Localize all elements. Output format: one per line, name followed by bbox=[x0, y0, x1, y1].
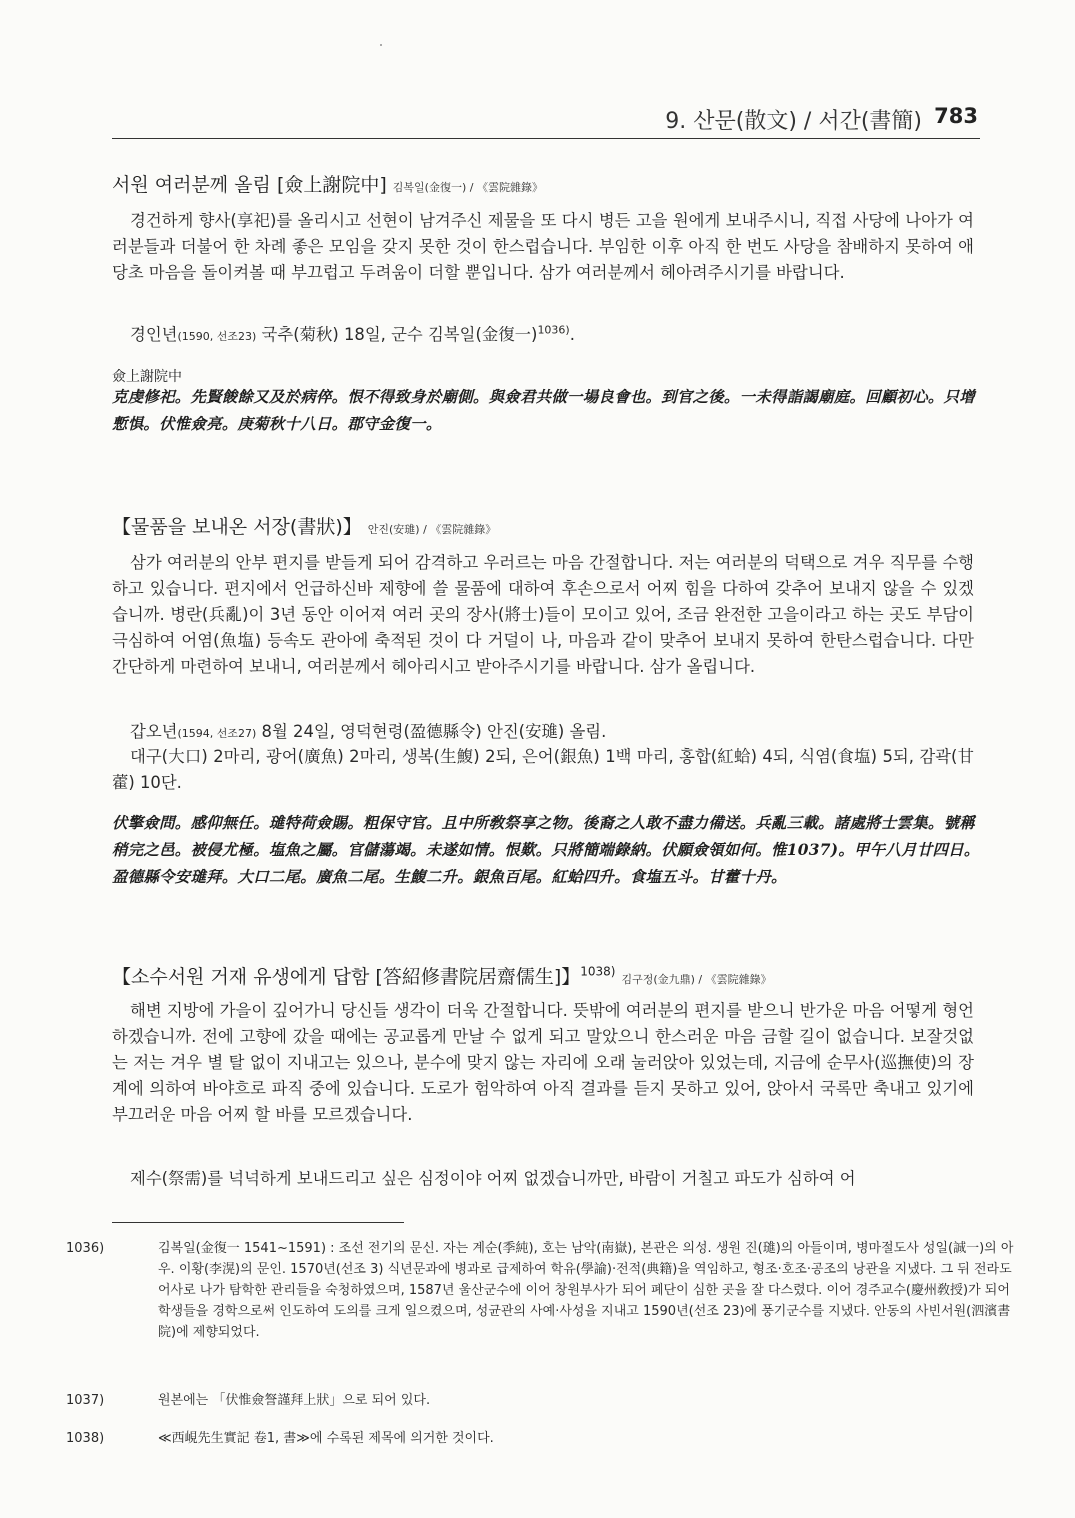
section1-paragraph: 경건하게 향사(享祀)를 올리시고 선현이 남겨주신 제물을 또 다시 병든 고을 원에게 보내주시니, 직접 사당에 나아가 여러분들과 더불어 한 차례 좋은 모임을 갖지 못한 것이 한스럽습니다. 부임한 이후 아직 한 번도 사당을 참배하지 못하여 애당초 마음을 돌이켜볼 때 부끄럽고 두려움이 더할 뿐입니다. 삼가 여러분께서 헤아려주시기를 바랍니다. bbox=[112, 211, 974, 282]
section1-date-detail: 국추(菊秋) 18일, 군수 김복일(金復一) bbox=[256, 325, 538, 344]
section2-paragraph: 삼가 여러분의 안부 편지를 받들게 되어 감격하고 우러르는 마음 간절합니다. 저는 여러분의 덕택으로 겨우 직무를 수행하고 있습니다. 편지에서 언급하신바 제향에 쓸 물품에 대하여 후손으로서 어찌 힘을 다하여 갖추어 보내지 않을 수 있겠습니까. 병란(兵亂)이 3년 동안 이어져 여러 곳의 장사(將士)들이 모이고 있어, 조금 완전한 고을이라고 하는 곳도 부담이 극심하여 어염(魚塩) 등속도 관아에 축적된 것이 다 거덜이 나, 마음과 같이 맞추어 보내지 못하여 한탄스럽습니다. 다만 간단하게 마련하여 보내니, 여러분께서 헤아리시고 받아주시기를 바랍니다. 삼가 올립니다. bbox=[112, 553, 975, 676]
footnote-divider bbox=[112, 1222, 404, 1223]
section3-source: 김구정(金九鼎) / 《雲院雜錄》 bbox=[621, 973, 772, 986]
footnote-ref-1038: 1038) bbox=[580, 964, 616, 979]
section2-title-text: 【물품을 보내온 서장(書狀)】 bbox=[112, 516, 362, 538]
section2-classical-text: 伏擎僉問。感仰無任。璡特荷僉賜。粗保守官。且中所敎祭享之物。後裔之人敢不盡力備送。兵亂三載。諸處將士雲集。號稱稍完之邑。被侵尤極。塩魚之屬。官儲蕩竭。未遂如情。恨歎。只將簡端錄納。伏願僉領如何。惟1037)。甲午八月廿四日。盈德縣令安璡拜。大口二尾。廣魚二尾。生鰒二升。銀魚百尾。紅蛤四升。食塩五斗。甘藿十丹。 bbox=[112, 814, 980, 886]
chapter-title: 9. 산문(散文) / 서간(書簡) bbox=[665, 109, 922, 134]
section2-items-list: 대구(大口) 2마리, 광어(廣魚) 2마리, 생복(生鰒) 2되, 은어(銀魚) 1백 마리, 홍합(紅蛤) 4되, 식염(食塩) 5되, 감곽(甘藿) 10단. bbox=[112, 747, 974, 792]
section2-source: 안진(安璡) / 《雲院雜錄》 bbox=[367, 523, 497, 536]
section2-date-line bbox=[130, 718, 606, 742]
section1-date-end: . bbox=[569, 325, 575, 344]
section1-source: 김복일(金復一) / 《雲院雜錄》 bbox=[392, 181, 543, 194]
section1-date-era: (1590, 선조23) bbox=[177, 330, 257, 343]
footnote-number: 1036) bbox=[66, 1241, 105, 1256]
section3-paragraph-1: 해변 지방에 가을이 깊어가니 당신들 생각이 더욱 간절합니다. 뜻밖에 여러분의 편지를 받으니 반가운 마음 어떻게 형언하겠습니까. 전에 고향에 갔을 때에는 공교롭게 만날 수 없게 되고 말았으니 한스러운 마음 금할 길이 없습니다. 보잘것없는 저는 겨우 별 탈 없이 지내고는 있으나, 분수에 맞지 않는 자리에 오래 눌러앉아 있었는데, 지금에 순무사(巡撫使)의 장계에 의하여 바야흐로 파직 중에 있습니다. 도로가 험악하여 아직 결과를 듣지 못하고 있어, 앉아서 국록만 축내고 있기에 부끄러운 마음 어찌 할 바를 모르겠습니다. bbox=[112, 1001, 974, 1124]
footnote-ref-1036: 1036) bbox=[537, 323, 570, 337]
footnote-1037 bbox=[66, 1390, 1020, 1411]
section1-title-text: 서원 여러분께 올림 [僉上謝院中] bbox=[112, 174, 387, 196]
section2-title bbox=[112, 512, 496, 539]
section1-classical-text: 克虔修祀。先賢餕餘又及於病倅。恨不得致身於廟側。與僉君共做一場良會也。到官之後。一未得詣謁廟庭。回顧初心。只增慙惧。伏惟僉亮。庚菊秋十八日。郡守金復一。 bbox=[112, 388, 975, 433]
running-header bbox=[112, 102, 980, 139]
footnote-number: 1037) bbox=[66, 1393, 105, 1408]
section1-title bbox=[112, 170, 543, 197]
section2-date-year: 갑오년 bbox=[130, 722, 178, 741]
footnote-text: 원본에는 「伏惟僉詧謹拜上狀」으로 되어 있다. bbox=[158, 1393, 431, 1408]
footnote-text: ≪西峴先生實記 卷1, 書≫에 수록된 제목에 의거한 것이다. bbox=[158, 1431, 494, 1446]
footnote-1038 bbox=[66, 1428, 1020, 1449]
footnote-number: 1038) bbox=[66, 1431, 105, 1446]
section2-date-era: (1594, 선조27) bbox=[177, 727, 257, 740]
section3-paragraph-2: 제수(祭需)를 넉넉하게 보내드리고 싶은 심정이야 어찌 없겠습니까만, 바람이 거칠고 파도가 심하여 어 bbox=[130, 1169, 856, 1188]
section3-title-text: 【소수서원 거재 유생에게 답함 [答紹修書院居齋儒生]】 bbox=[112, 966, 581, 988]
footnote-1036 bbox=[66, 1238, 1020, 1343]
section1-date-line bbox=[130, 321, 575, 345]
section3-title bbox=[112, 962, 772, 989]
scan-speck bbox=[380, 44, 382, 46]
section1-date-year: 경인년 bbox=[130, 325, 178, 344]
section1-classical-heading: 僉上謝院中 bbox=[112, 369, 182, 385]
footnote-text: 김복일(金復一 1541~1591) : 조선 전기의 문신. 자는 계순(季純), 호는 남악(南嶽), 본관은 의성. 생원 진(璡)의 아들이며, 병마절도사 성일(誠一)의 아우. 이황(李滉)의 문인. 1570년(선조 3) 식년문과에 병과로 급제하여 학유(學諭)·전적(典籍)을 역임하고, 형조·호조·공조의 낭관을 지냈다. 그 뒤 전라도어사로 나가 탐학한 관리들을 숙청하였으며, 1587년 울산군수에 이어 창원부사가 되어 폐단이 심한 곳을 잘 다스렸다. 이어 경주교수(慶州敎授)가 되어 학생들을 경학으로써 인도하여 도의를 크게 일으켰으며, 성균관의 사예·사성을 지내고 1590년(선조 23)에 풍기군수를 지냈다. 안동의 사빈서원(泗濱書院)에 제향되었다. bbox=[158, 1241, 1014, 1340]
page-number: 783 bbox=[934, 104, 978, 128]
section2-date-detail: 8월 24일, 영덕현령(盈德縣令) 안진(安璡) 올림. bbox=[256, 722, 607, 741]
